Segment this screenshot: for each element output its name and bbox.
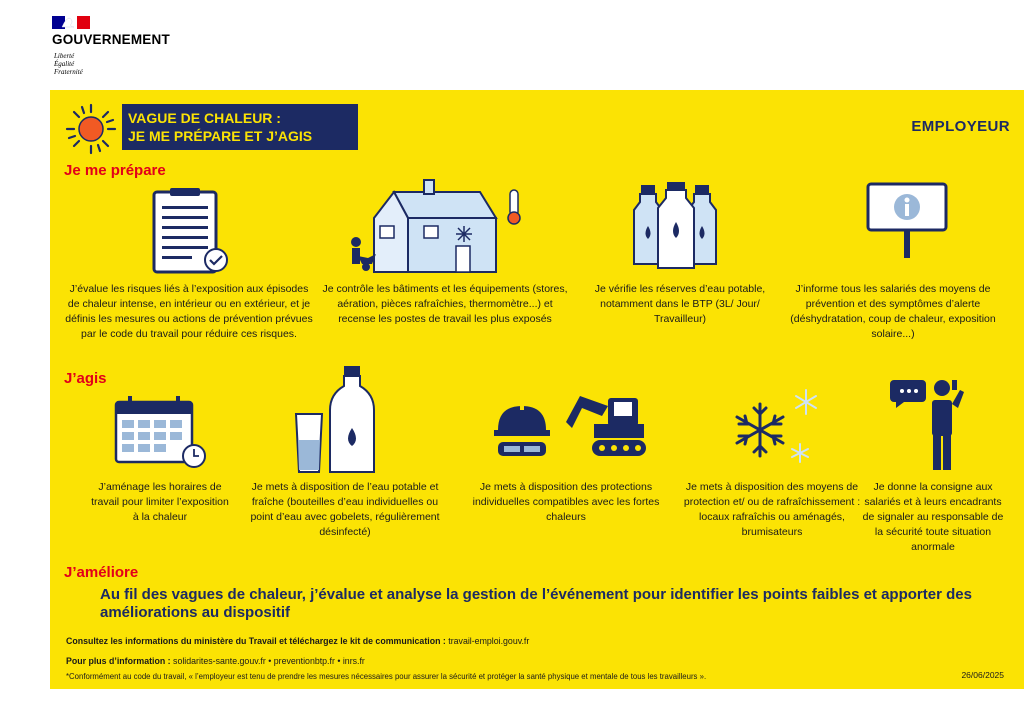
act-item-4-text: Je mets à disposition des moyens de protection et/ ou de rafraîchissement : locaux rafraîchis ou aménagés, brumisateurs: [683, 481, 861, 538]
checklist-icon: [150, 186, 230, 278]
act-item-2-text: Je mets à disposition de l’eau potable et fraîche (bouteilles d’eau individuelles ou point d’eau avec gobelets, régulièrement désinfecté): [250, 481, 440, 538]
footer-legal-note: *Conformément au code du travail, « l’employeur est tenu de prendre les mesures nécessaires pour assurer la sécurité et protéger la santé physique et mentale de tous les travailleurs ».: [66, 672, 707, 681]
heatwave-poster: [50, 90, 1024, 689]
phone-call-person-icon: [890, 374, 970, 474]
government-motto: Liberté Égalité Fraternité: [54, 52, 83, 76]
building-thermometer-icon: [346, 176, 526, 274]
marianne-flag-icon: [52, 16, 90, 29]
info-sign-icon: [866, 182, 950, 260]
sun-icon: [64, 102, 118, 156]
water-glass-bottle-icon: [294, 366, 378, 474]
footer-more-info: [66, 656, 365, 666]
prepare-item-3-text: Je vérifie les réserves d’eau potable, notamment dans le BTP (3L/ Jour/ Travailleur): [594, 283, 766, 325]
poster-title: VAGUE DE CHALEUR : JE ME PRÉPARE ET J’AGIS: [122, 104, 358, 150]
footer-consult-label: Consultez les informations du ministère du Travail et téléchargez le kit de communication :: [66, 636, 446, 646]
footer-consult: [66, 636, 529, 646]
act-item-5-text: Je donne la consigne aux salariés et à leurs encadrants de signaler au responsable de la sécurité toute situation anormale: [862, 481, 1004, 553]
prepare-item-2-text: Je contrôle les bâtiments et les équipements (stores, aération, pièces rafraîchies, thermomètre...) et recense les postes de travail les plus exposés: [322, 283, 568, 325]
act-item-1-text: J’aménage les horaires de travail pour limiter l’exposition à la chaleur: [91, 481, 229, 523]
improve-text: Au fil des vagues de chaleur, j’évalue et analyse la gestion de l’événement pour identifier les points faibles et apporter des améliorations au dispositif: [100, 586, 972, 621]
footer-more-links[interactable]: solidarites-sante.gouv.fr • preventionbtp.fr • inrs.fr: [173, 656, 365, 666]
section-improve-heading: J’améliore: [64, 564, 139, 581]
government-name: GOUVERNEMENT: [52, 32, 170, 47]
helmet-excavator-icon: [490, 392, 650, 466]
government-logo: [52, 16, 192, 80]
publication-date: 26/06/2025: [961, 670, 1004, 680]
act-item-3-text: Je mets à disposition des protections individuelles compatibles avec les fortes chaleurs: [472, 481, 660, 523]
section-act-heading: J’agis: [64, 370, 107, 387]
audience-label: EMPLOYEUR: [911, 118, 1010, 135]
water-bottles-icon: [630, 182, 730, 270]
prepare-item-4-text: J’informe tous les salariés des moyens de prévention et des symptômes d’alerte (déshydratation, coup de chaleur, exposition solaire...): [790, 283, 996, 340]
footer-consult-link[interactable]: travail-emploi.gouv.fr: [448, 636, 530, 646]
prepare-item-1-text: J’évalue les risques liés à l’exposition aux épisodes de chaleur intense, en intérieur ou en extérieur, et je définis les mesures ou actions de prévention prévues par le code du travail pour réduire ces risques.: [65, 283, 313, 340]
calendar-clock-icon: [114, 396, 210, 470]
section-prepare-heading: Je me prépare: [64, 162, 166, 179]
footer-more-label: Pour plus d’information :: [66, 656, 171, 666]
snowflake-icon: [722, 384, 832, 474]
